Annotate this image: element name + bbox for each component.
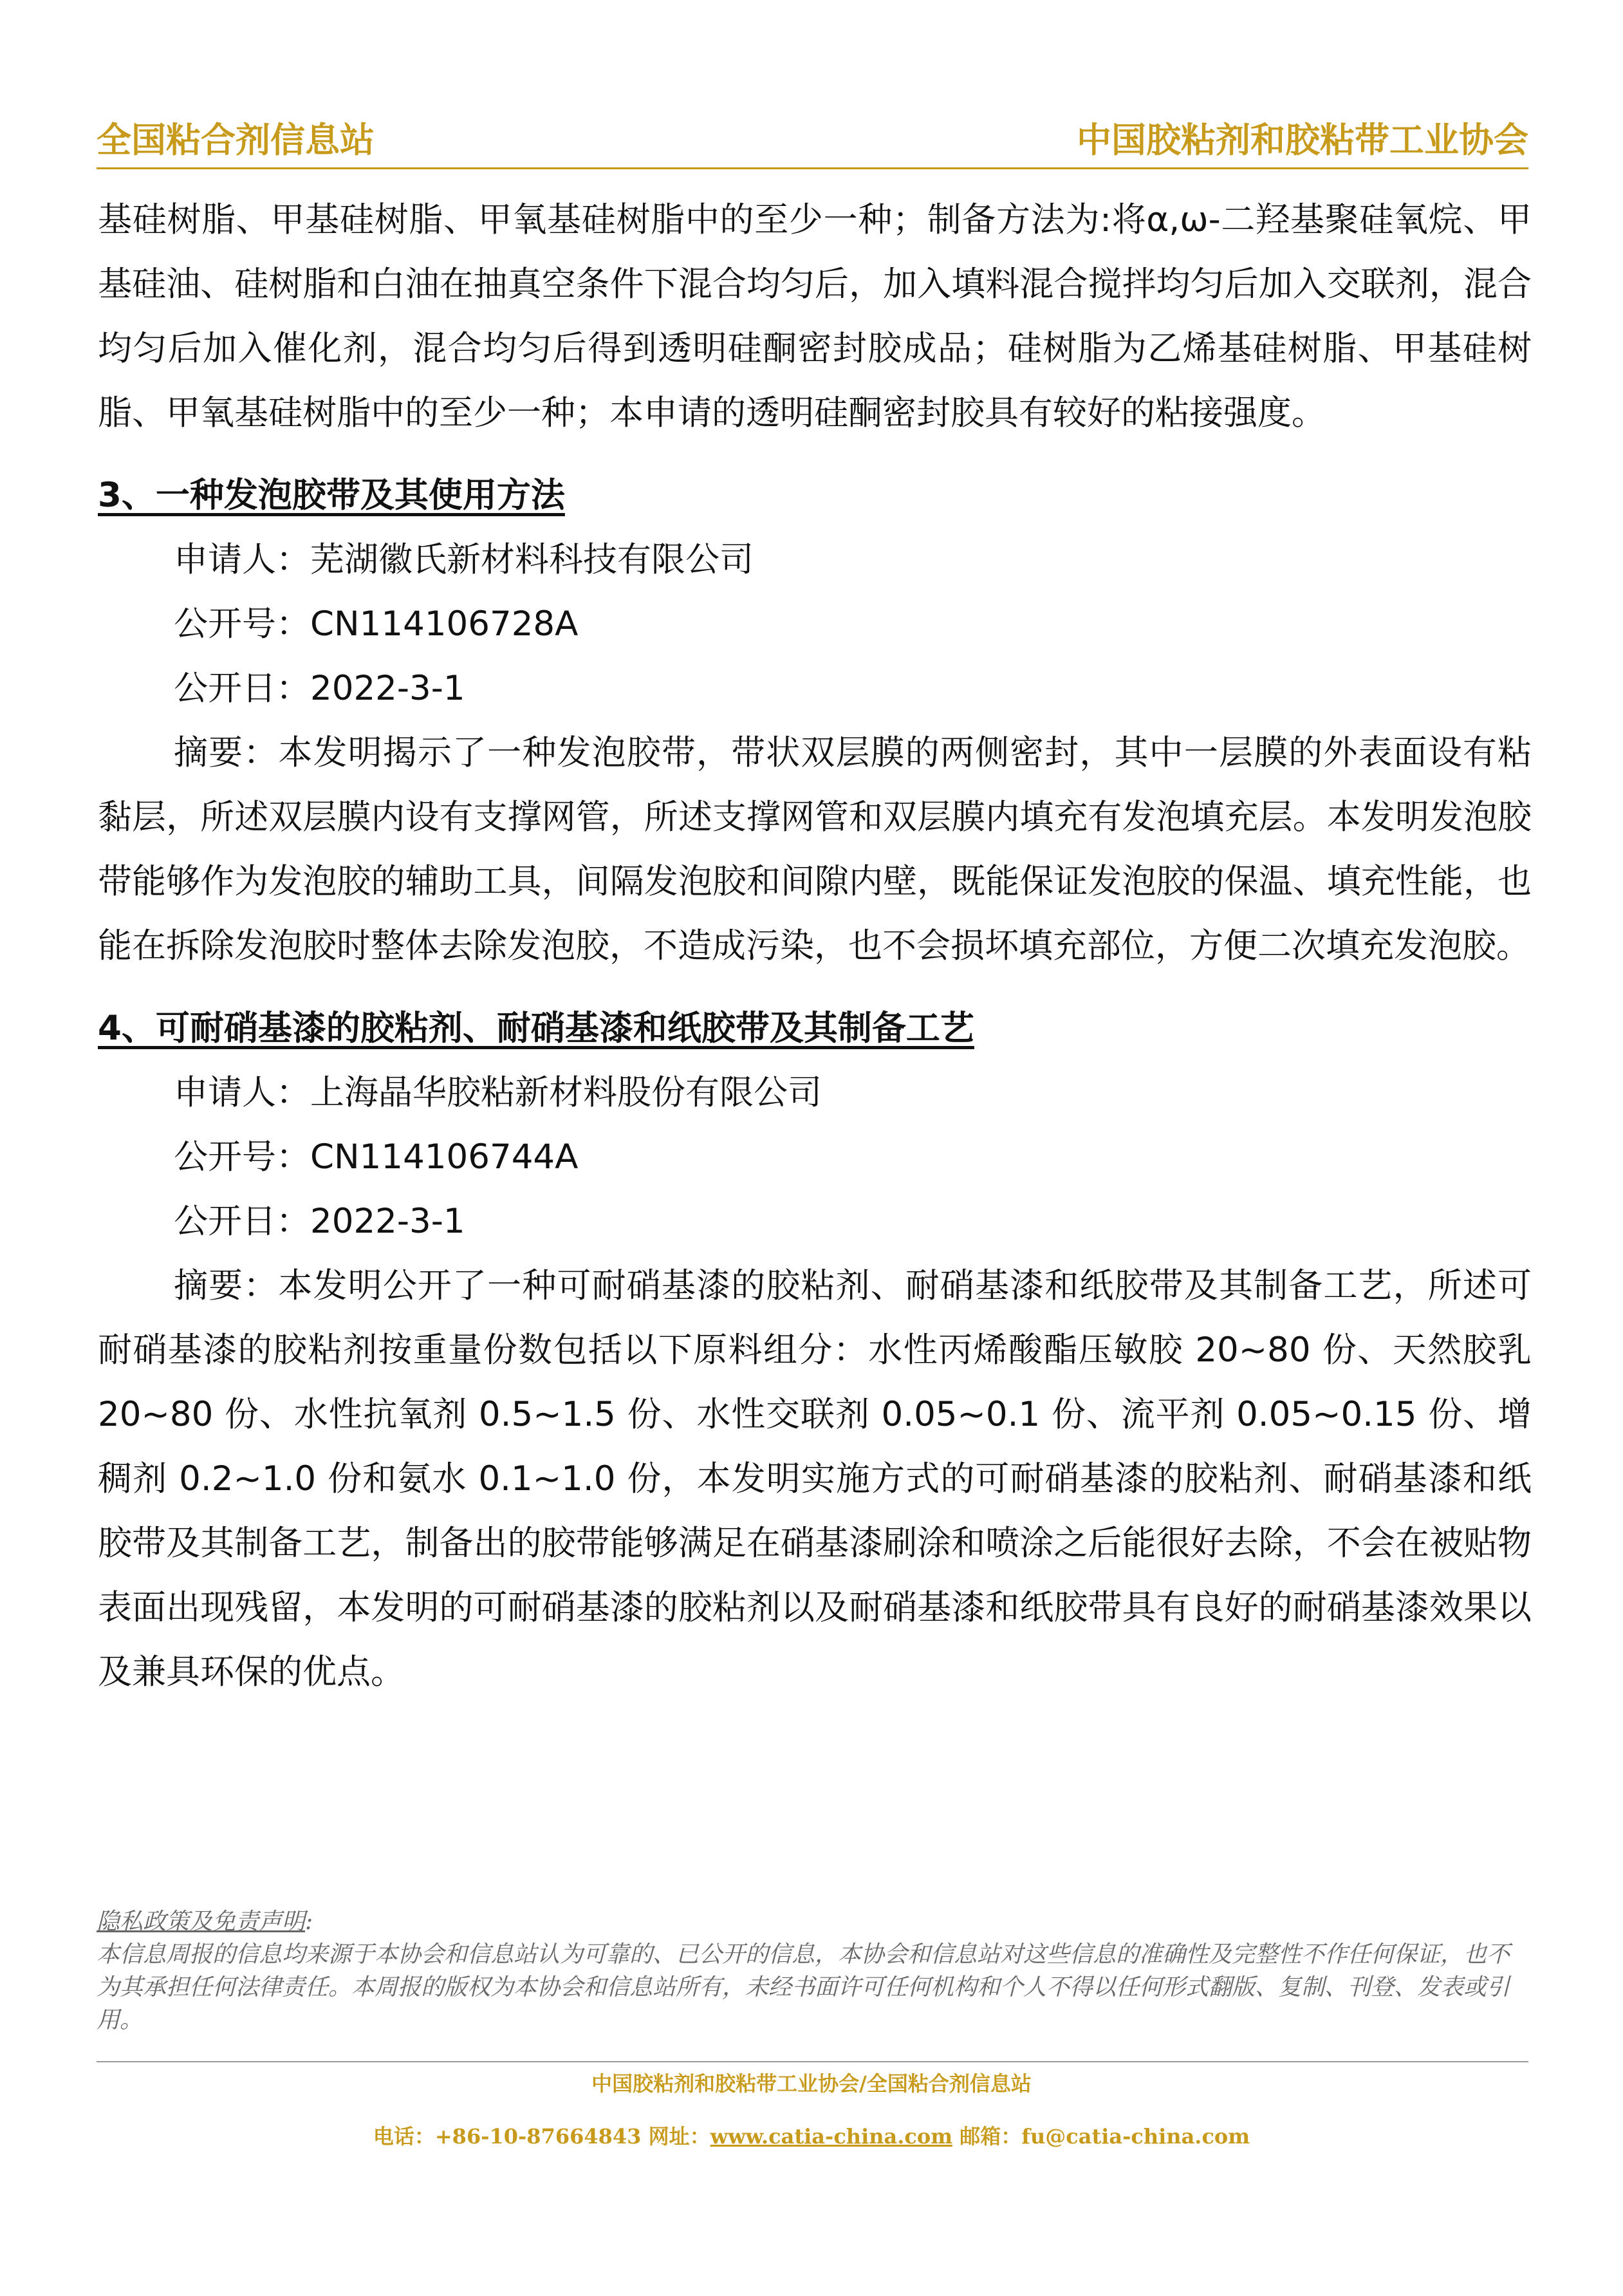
- entry-publication-number: 公开号：CN114106744A: [174, 1137, 579, 1177]
- intro-paragraph: 基硅树脂、甲基硅树脂、甲氧基硅树脂中的至少一种；制备方法为:将α,ω-二羟基聚硅氧烷、甲基硅油、硅树脂和白油在抽真空条件下混合均匀后，加入填料混合搅拌均匀后加入交联剂，混合均匀后加入催化剂，混合均匀后得到透明硅酮密封胶成品；硅树脂为乙烯基硅树脂、甲基硅树脂、甲氧基硅树脂中的至少一种；本申请的透明硅酮密封胶具有较好的粘接强度。: [98, 200, 1532, 433]
- footer-contact: [0, 2120, 1623, 2152]
- entry-publication-number: 公开号：CN114106728A: [174, 604, 579, 644]
- entry-publication-date: 公开日：2022-3-1: [174, 669, 465, 708]
- entry-applicant: 申请人：芜湖徽氏新材料科技有限公司: [174, 540, 754, 579]
- disclaimer-title: 隐私政策及免责声明: [97, 1909, 306, 1935]
- entry-abstract: 摘要：本发明揭示了一种发泡胶带，带状双层膜的两侧密封，其中一层膜的外表面设有粘黏层，所述双层膜内设有支撑网管，所述支撑网管和双层膜内填充有发泡填充层。本发明发泡胶带能够作为发泡胶的辅助工具，间隔发泡胶和间隙内壁，既能保证发泡胶的保温、填充性能，也能在拆除发泡胶时整体去除发泡胶，不造成污染，也不会损坏填充部位，方便二次填充发泡胶。: [98, 733, 1532, 966]
- footer-website-link[interactable]: www.catia-china.com: [710, 2124, 953, 2149]
- disclaimer-text: 本信息周报的信息均来源于本协会和信息站认为可靠的、已公开的信息，本协会和信息站对这些信息的准确性及完整性不作任何保证，也不为其承担任何法律责任。本周报的版权为本协会和信息站所有，未经书面许可任何机构和个人不得以任何形式翻版、复制、刊登、发表或引用。: [97, 1941, 1510, 2033]
- patent-entry-3: [98, 463, 1532, 978]
- section-gap: [98, 978, 1532, 996]
- footer-divider: [97, 2061, 1528, 2062]
- disclaimer: [97, 1905, 1528, 2037]
- header-association-name: 中国胶粘剂和胶粘带工业协会: [1077, 120, 1528, 160]
- footer-phone: 电话：+86-10-87664843 网址：: [373, 2124, 710, 2149]
- entry-title: 4、可耐硝基漆的胶粘剂、耐硝基漆和纸胶带及其制备工艺: [98, 1009, 974, 1048]
- entry-applicant: 申请人：上海晶华胶粘新材料股份有限公司: [174, 1073, 822, 1112]
- footer-organization: 中国胶粘剂和胶粘带工业协会/全国粘合剂信息站: [591, 2071, 1032, 2096]
- entry-publication-date: 公开日：2022-3-1: [174, 1202, 465, 1241]
- section-gap: [98, 445, 1532, 463]
- header-divider: [97, 167, 1528, 169]
- disclaimer-heading: [97, 1905, 1528, 1938]
- footer-email: 邮箱：fu@catia-china.com: [952, 2124, 1250, 2149]
- header-site-name: 全国粘合剂信息站: [97, 120, 375, 160]
- entry-title: 3、一种发泡胶带及其使用方法: [98, 476, 565, 515]
- patent-entry-4: [98, 996, 1532, 1704]
- document-body: [98, 188, 1532, 1704]
- entry-abstract: 摘要：本发明公开了一种可耐硝基漆的胶粘剂、耐硝基漆和纸胶带及其制备工艺，所述可耐硝基漆的胶粘剂按重量份数包括以下原料组分：水性丙烯酸酯压敏胶 20~80 份、天然胶乳 20~80 份、水性抗氧剂 0.5~1.5 份、水性交联剂 0.05~0.1 份、流平剂 0.05~0.15 份、增稠剂 0.2~1.0 份和氨水 0.1~1.0 份，本发明实施方式的可耐硝基漆的胶粘剂、耐硝基漆和纸胶带及其制备工艺，制备出的胶带能够满足在硝基漆刷涂和喷涂之后能很好去除，不会在被贴物表面出现残留，本发明的可耐硝基漆的胶粘剂以及耐硝基漆和纸胶带具有良好的耐硝基漆效果以及兼具环保的优点。: [98, 1266, 1532, 1692]
- disclaimer-colon: :: [305, 1909, 313, 1935]
- page-header: [97, 115, 1528, 166]
